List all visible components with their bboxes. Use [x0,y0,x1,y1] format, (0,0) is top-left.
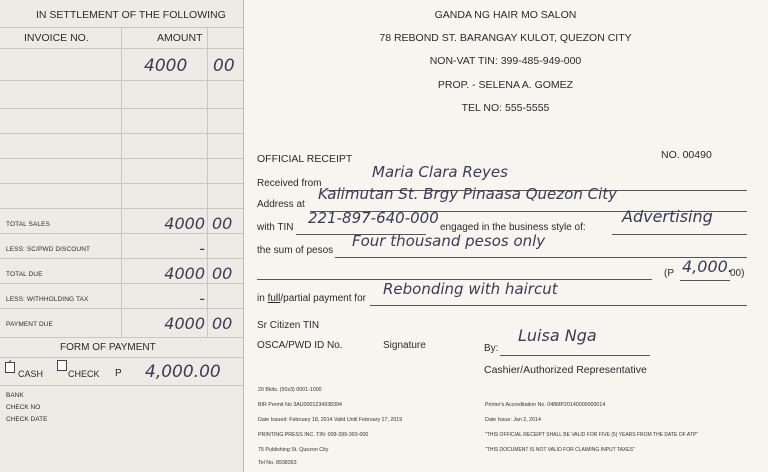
cash-checkbox[interactable] [5,362,15,373]
received-from-value: Maria Clara Reyes [372,163,508,181]
payment-due-cents: 00 [212,314,233,333]
proprietor: PROP. - SELENA A. GOMEZ [437,79,574,91]
check-date-label: CHECK DATE [6,416,48,423]
payment-for-value: Rebonding with haircut [383,280,558,298]
total-sales-amount: 4000 [164,214,205,233]
invoice-no-header: INVOICE NO. [24,32,89,44]
payment-due-label: PAYMENT DUE [6,321,53,328]
total-due-label: TOTAL DUE [6,271,43,278]
bank-label: BANK [6,392,24,399]
full-underlined: full [267,293,281,304]
payment-amount: 4,000.00 [145,362,221,382]
payment-for-label: in full/partial payment for [257,293,366,304]
business-name: GANDA NG HAIR MO SALON [434,9,577,21]
discount-amount: - [199,239,205,258]
printer-line-4: PRINTING PRESS INC. TIN: 009-399-393-000 [258,432,369,438]
withholding-amount: - [199,289,205,308]
form-of-payment-header: FORM OF PAYMENT [60,342,156,353]
receipt-number: NO. 00490 [661,149,712,161]
printer-line-1: 20 Bklts. (50x3) 0001-1000 [258,387,322,393]
printer-line-6: Tel No. 8938393 [258,460,297,466]
settlement-header: IN SETTLEMENT OF THE FOLLOWING [36,9,226,21]
printer-line-2: BIR Permit No 3AU0001234938394 [258,402,342,408]
total-due-amount: 4000 [164,264,205,283]
cashier-signature: Luisa Nga [518,326,597,345]
sum-label: the sum of pesos [257,245,334,256]
printer-line-3: Date Issued: February 18, 2014 Valid Until February 17, 2019 [258,417,403,423]
cash-label: CASH [18,369,44,379]
payment-due-amount: 4000 [164,314,205,333]
telephone: TEL NO: 555-5555 [461,102,550,114]
business-style-label: engaged in the business style of: [440,222,586,233]
receipt-title: OFFICIAL RECEIPT [257,153,353,165]
validity-notice: "THIS OFFICIAL RECEIPT SHALL BE VALID FOR FIVE (5) YEARS FROM THE DATE OF ATP" [485,432,698,438]
osca-pwd-label: OSCA/PWD ID No. [257,340,343,351]
sum-words-value: Four thousand pesos only [352,232,546,250]
cashier-label: Cashier/Authorized Representative [484,364,647,376]
entry-amount: 4000 [144,56,188,76]
check-checkbox[interactable] [57,360,67,371]
business-address: 78 REBOND ST. BARANGAY KULOT, QUEZON CITY [379,32,632,44]
printer-line-5: 75 Publishing St. Quezon City [258,447,329,453]
printer-date-issue: Date Issue: Jan 2, 2014 [485,417,541,423]
amount-prefix: (P [664,268,674,279]
currency-label: P [115,368,122,379]
address-label: Address at [257,199,305,210]
amount-figures: 4,000. [682,257,733,276]
check-label: CHECK [68,369,100,379]
withholding-label: LESS: WITHHOLDING TAX [6,296,89,303]
amount-header: AMOUNT [157,32,203,44]
total-sales-label: TOTAL SALES [6,221,50,228]
printer-accreditation: Printer's Accreditation No. 048MP20140000000014 [485,402,606,408]
total-due-cents: 00 [212,264,233,283]
tin-label: with TIN [257,222,294,233]
by-label: By: [484,343,499,354]
business-tin: NON-VAT TIN: 399-485-949-000 [429,55,582,67]
amount-cents: 00) [730,268,745,279]
settlement-panel [0,0,244,472]
input-tax-notice: "THIS DOCUMENT IS NOT VALID FOR CLAIMING INPUT TAXES" [485,447,635,453]
entry-cents: 00 [213,56,235,76]
business-style-value: Advertising [622,207,713,226]
received-from-label: Received from [257,178,322,189]
sr-citizen-tin-label: Sr Citizen TIN [257,320,320,331]
address-value: Kalimutan St. Brgy Pinaasa Quezon City [318,185,618,203]
total-sales-cents: 00 [212,214,233,233]
signature-label: Signature [383,340,426,351]
tin-value: 221-897-640-000 [308,209,439,227]
discount-label: LESS: SC/PWD DISCOUNT [6,246,91,253]
check-no-label: CHECK NO [6,404,41,411]
